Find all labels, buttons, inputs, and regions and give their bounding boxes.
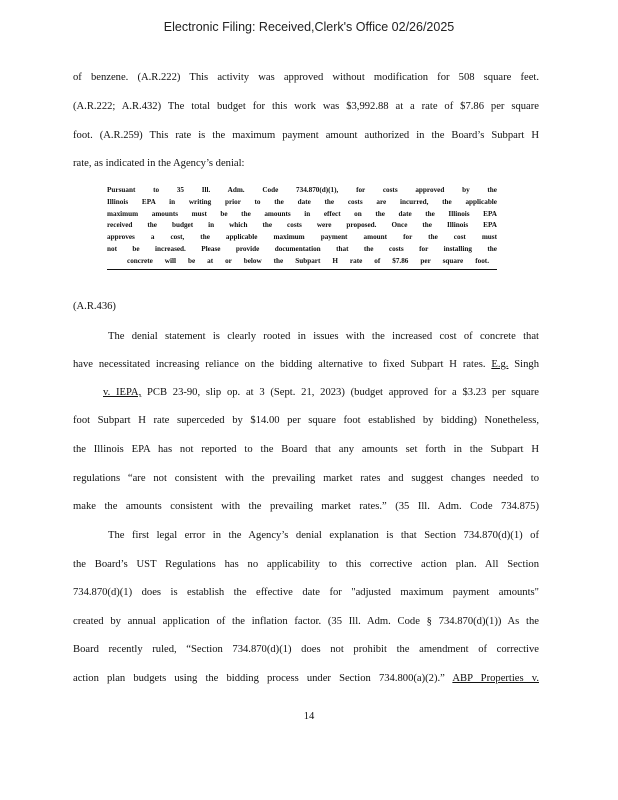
quote-line: Pursuant to 35 Ill. Adm. Code 734.870(d)(1), for costs approved by the [107, 186, 497, 194]
filing-stamp-header: Electronic Filing: Received,Clerk's Office 02/26/2025 [163, 20, 455, 34]
body-line: of benzene. (A.R.222) This activity was approved without modification for 508 square feet. [73, 72, 539, 83]
body-line: The first legal error in the Agency’s denial explanation is that Section 734.870(d)(1) of [108, 530, 539, 541]
quote-line: maximum amounts must be the amounts in effect on the date the Illinois EPA [107, 209, 497, 218]
page-number: 14 [303, 711, 315, 722]
body-line: regulations “are not consistent with the prevailing market rates and suggest changes needed to [73, 473, 539, 484]
case-name: v. IEPA, [103, 387, 142, 398]
quote-line: received the budget in which the costs were proposed. Once the Illinois EPA [107, 221, 497, 230]
body-line: (A.R.222; A.R.432) The total budget for this work was $3,992.88 at a rate of $7.86 per square [73, 101, 539, 112]
body-line: created by annual application of the inflation factor. (35 Ill. Adm. Code § 734.870(d)(1)) As the [73, 616, 539, 627]
body-line: The denial statement is clearly rooted in issues with the increased cost of concrete that [108, 331, 539, 342]
body-line: make the amounts consistent with the prevailing market rates.” (35 Ill. Adm. Code 734.875) [73, 501, 539, 512]
body-text: Singh [508, 359, 540, 370]
quote-line: concrete will be at or below the Subpart H rate of $7.86 per square foot. [127, 256, 489, 265]
quote-line: approves a cost, the applicable maximum payment amount for the cost must [107, 233, 497, 242]
body-text: have necessitated increasing reliance on the bidding alternative to fixed Subpart H rates. [73, 359, 492, 370]
eg-signal: E.g. [491, 359, 509, 370]
body-line: 734.870(d)(1) does is establish the effective date for "adjusted maximum payment amounts" [73, 587, 539, 598]
case-name: ABP Properties v. [452, 673, 539, 684]
quote-line: not be increased. Please provide documentation that the costs for installing the [107, 244, 497, 253]
body-line: the Illinois EPA has not reported to the Board that any amounts set forth in the Subpart H [73, 444, 539, 455]
quote-line: Illinois EPA in writing prior to the date the costs are incurred, the applicable [107, 197, 497, 206]
body-line: Board recently ruled, “Section 734.870(d)(1) does not prohibit the amendment of corrective [73, 644, 539, 655]
body-line [73, 387, 539, 398]
body-line [73, 359, 539, 370]
body-line: foot Subpart H rate superceded by $14.00 per square foot established by bidding) Nonetheless, [73, 415, 539, 426]
record-citation: (A.R.436) [73, 301, 116, 312]
body-text: action plan budgets using the bidding process under Section 734.800(a)(2).” [73, 673, 453, 684]
body-text: PCB 23-90, slip op. at 3 (Sept. 21, 2023) (budget approved for a $3.23 per square [141, 387, 539, 398]
body-line [73, 673, 539, 684]
body-line: foot. (A.R.259) This rate is the maximum payment amount authorized in the Board’s Subpart H [73, 130, 539, 141]
body-line: the Board’s UST Regulations has no applicability to this corrective action plan. All Section [73, 559, 539, 570]
body-line: rate, as indicated in the Agency’s denial: [73, 158, 245, 169]
block-quote [107, 185, 497, 270]
